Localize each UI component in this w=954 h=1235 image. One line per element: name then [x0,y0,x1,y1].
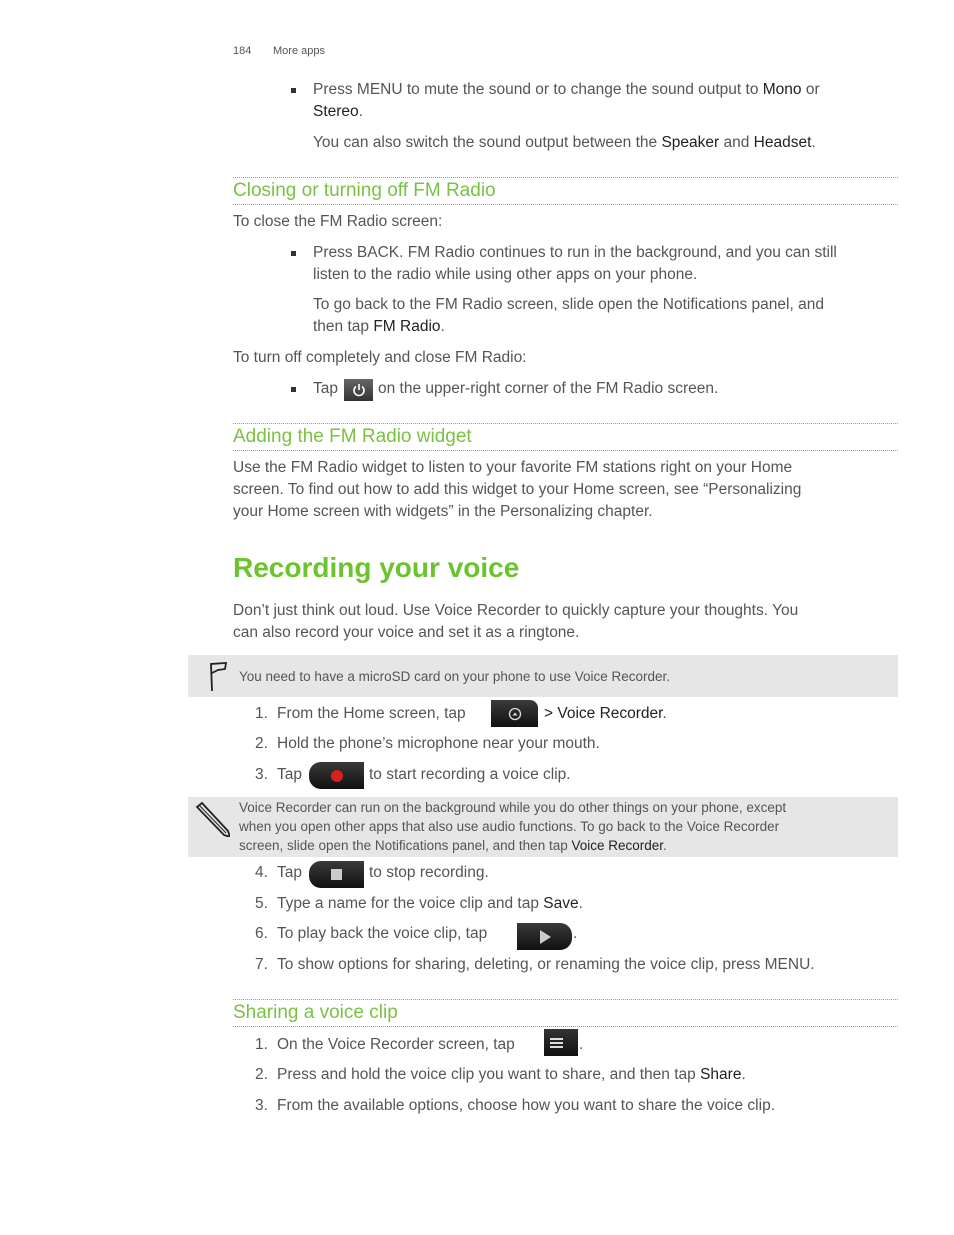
step-number: 3. [255,1097,268,1114]
step-text: Hold the phone’s microphone near your mouth. [277,735,600,752]
note-text: when you open other apps that also use audio functions. To go back to the Voice Recorder [239,819,780,834]
step-text: On the Voice Recorder screen, tap [277,1036,515,1053]
step-text: To show options for sharing, deleting, or renaming the voice clip, press MENU. [277,956,815,973]
step-text: Type a name for the voice clip and tap Save. [277,895,583,912]
bullet [291,387,296,392]
step-number: 1. [255,1036,268,1053]
step-text: . [573,925,578,942]
stop-icon [309,861,364,888]
tip-box [188,655,898,697]
page-number: 184 [233,45,252,57]
step-number: 2. [255,735,268,752]
step-text: To play back the voice clip, tap [277,925,488,942]
paragraph: can also record your voice and set it as a ringtone. [233,624,580,641]
step-text: Press and hold the voice clip you want to share, and then tap Share. [277,1066,746,1083]
bullet [291,88,296,93]
note-text: screen, slide open the Notifications panel, and then tap Voice Recorder. [239,838,667,853]
bullet-text-cont: Stereo. [313,103,363,120]
all-apps-icon [491,700,538,727]
bullet-text: Press BACK. FM Radio continues to run in the background, and you can still [313,244,837,261]
divider [233,450,898,451]
paragraph: To close the FM Radio screen: [233,213,443,230]
step-text: From the available options, choose how you want to share the voice clip. [277,1097,775,1114]
step-number: 4. [255,864,268,881]
menu-icon [544,1029,578,1056]
step-text: Tap [277,864,302,881]
step-text: Tap [277,766,302,783]
note-box [188,797,898,857]
step-number: 2. [255,1066,268,1083]
paragraph: To go back to the FM Radio screen, slide open the Notifications panel, and [313,296,824,313]
paragraph: Don’t just think out loud. Use Voice Recorder to quickly capture your thoughts. You [233,602,799,619]
step-text: From the Home screen, tap [277,705,466,722]
bullet-text: Press MENU to mute the sound or to change the sound output to Mono or [313,81,820,98]
step-text: > Voice Recorder. [544,705,667,722]
paragraph-cont: then tap FM Radio. [313,318,445,335]
step-text: to start recording a voice clip. [369,766,571,783]
tip-text: You need to have a microSD card on your phone to use Voice Recorder. [239,669,671,684]
step-number: 7. [255,956,268,973]
paragraph: Use the FM Radio widget to listen to your favorite FM stations right on your Home [233,459,793,476]
step-number: 6. [255,925,268,942]
play-icon [517,923,572,950]
paragraph: You can also switch the sound output between the Speaker and Headset. [313,134,816,151]
divider [233,1026,898,1027]
step-number: 3. [255,766,268,783]
tap-label: Tap [313,380,338,397]
power-icon [344,379,373,401]
paragraph: your Home screen with widgets” in the Personalizing chapter. [233,503,653,520]
step-number: 5. [255,895,268,912]
step-text: to stop recording. [369,864,489,881]
bullet [291,251,296,256]
bullet-text-cont: listen to the radio while using other apps on your phone. [313,266,698,283]
step-text: . [579,1036,584,1053]
section-heading: Adding the FM Radio widget [233,426,472,447]
paragraph: screen. To find out how to add this widget to your Home screen, see “Personalizing [233,481,802,498]
section-name: More apps [273,45,325,57]
step-number: 1. [255,705,268,722]
record-icon [309,762,364,789]
pencil-icon [194,801,230,837]
section-heading: Closing or turning off FM Radio [233,180,496,201]
paragraph: To turn off completely and close FM Radio: [233,349,527,366]
chapter-title: Recording your voice [233,552,520,583]
flag-icon [208,661,230,693]
bullet-text: on the upper-right corner of the FM Radio screen. [378,380,719,397]
section-heading: Sharing a voice clip [233,1002,398,1023]
note-text: Voice Recorder can run on the background while you do other things on your phone, except [239,800,787,815]
divider [233,204,898,205]
